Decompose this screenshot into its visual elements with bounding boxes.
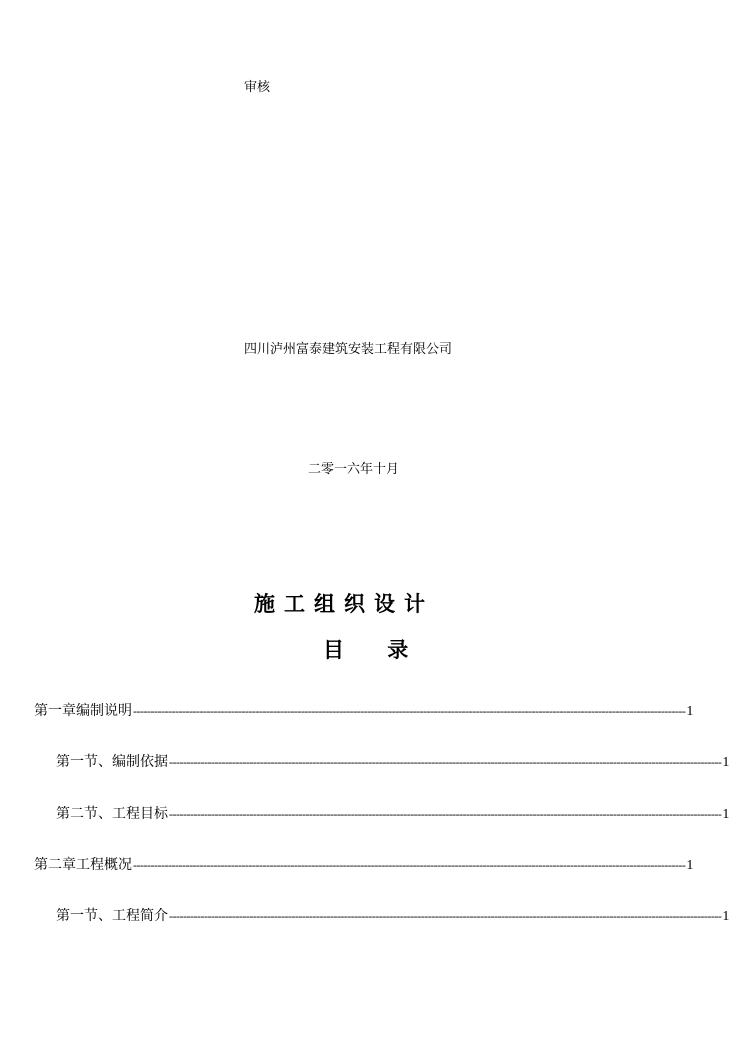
toc-leader-dots: -------------------------------------------------------------------------------------------------------------------------------------------------------------- [169, 807, 722, 821]
toc-page-number: 1 [722, 909, 730, 924]
toc-title: 编制依据 [112, 754, 168, 770]
toc-entry[interactable] [56, 803, 730, 823]
toc-leader-dots: -------------------------------------------------------------------------------------------------------------------------------------------------------------- [133, 858, 686, 872]
toc-page-number: 1 [686, 858, 694, 873]
toc-page-number: 1 [722, 755, 730, 770]
toc-title: 编制说明 [76, 703, 132, 719]
toc-title: 、工程简介 [98, 908, 168, 924]
toc-entry[interactable] [34, 700, 694, 720]
toc-chapter: 第二章 [34, 857, 76, 873]
toc-entry[interactable] [34, 854, 694, 874]
toc-entry[interactable] [56, 751, 730, 771]
company-name: 四川泸州富泰建筑安装工程有限公司 [244, 342, 453, 357]
toc-leader-dots: -------------------------------------------------------------------------------------------------------------------------------------------------------------- [169, 909, 722, 923]
document-title: 施工组织设计 [254, 592, 434, 616]
toc-page-number: 1 [686, 704, 694, 719]
toc-chapter: 第二节、 [56, 806, 112, 822]
review-label: 审核 [244, 80, 271, 95]
toc-heading: 目 录 [323, 638, 418, 662]
toc-leader-dots: -------------------------------------------------------------------------------------------------------------------------------------------------------------- [133, 704, 686, 718]
toc-chapter: 第一章 [34, 703, 76, 719]
toc-chapter: 第一节 [56, 908, 98, 924]
toc-entry[interactable] [56, 905, 730, 925]
toc-page-number: 1 [722, 807, 730, 822]
toc-leader-dots: -------------------------------------------------------------------------------------------------------------------------------------------------------------- [169, 755, 722, 769]
toc-title: 工程概况 [76, 857, 132, 873]
toc-title: 工程目标 [112, 806, 168, 822]
document-date: 二零一六年十月 [308, 462, 400, 477]
toc-chapter: 第一节、 [56, 754, 112, 770]
